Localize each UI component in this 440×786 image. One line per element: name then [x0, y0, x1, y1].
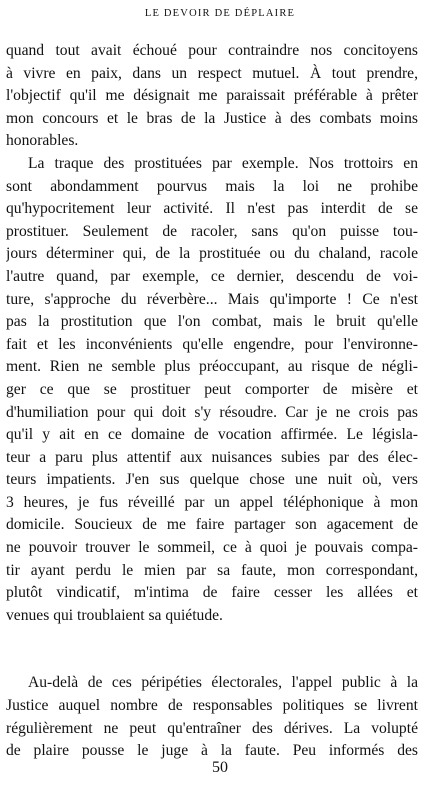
text-line: qu'hypocritement leur activité. Il n'est pas interdit de se — [6, 200, 418, 218]
text-line: sont abondamment pourvus mais la loi ne prohibe — [6, 177, 418, 195]
text-line: 3 heures, je fus réveillé par un appel téléphonique à mon — [6, 493, 418, 511]
section-break — [6, 627, 418, 672]
text-line: l'autre quand, par exemple, ce dernier, descendu de voi- — [6, 267, 418, 285]
text-line: qu'il y ait en ce domaine de vocation affirmée. Le législa- — [6, 426, 418, 444]
body-text — [6, 40, 418, 763]
text-line: l'objectif qu'il me désignait me paraissait préférable à prêter — [6, 87, 418, 105]
text-line: prostituer. Seulement de racoler, sans qu'on puisse tou- — [6, 222, 418, 240]
text-line: jours déterminer qui, de la prostituée ou du chaland, racole — [6, 245, 418, 263]
text-line: pas la prostitution que l'on combat, mais le bruit qu'elle — [6, 313, 418, 331]
paragraph-3 — [6, 672, 418, 762]
text-line: teurs impatients. J'en sus quelque chose une nuit où, vers — [6, 471, 418, 489]
text-line: mon concours et le bras de la Justice à des combats moins — [6, 109, 418, 127]
text-line: ger ce que se prostituer peut comporter de misère et — [6, 380, 418, 398]
text-line: d'humiliation pour qui doit s'y résoudre. Car je ne crois pas — [6, 403, 418, 421]
text-line: tir ayant perdu le mien par sa faute, mon correspondant, — [6, 561, 418, 579]
text-line: honorables. — [6, 132, 79, 150]
page-number: 50 — [212, 759, 228, 776]
running-head: LE DEVOIR DE DÉPLAIRE — [144, 8, 296, 19]
text-line: Au-delà de ces péripéties électorales, l'appel public à la — [28, 674, 418, 692]
text-line: ment. Rien ne semble plus préoccupant, au risque de négli- — [6, 358, 418, 376]
text-line: venues qui troublaient sa quiétude. — [6, 606, 223, 624]
text-line: de plaire pousse le juge à la faute. Peu informés des — [6, 742, 418, 760]
paragraph-2 — [6, 153, 418, 627]
text-line: fait et les inconvénients qu'elle engendre, pour l'environne- — [6, 335, 418, 353]
text-line: ture, s'approche du réverbère... Mais qu'importe ! Ce n'est — [6, 290, 418, 308]
text-line: domicile. Soucieux de me faire partager son agacement de — [6, 516, 418, 534]
text-line: à vivre en paix, dans un respect mutuel. À tout prendre, — [6, 64, 418, 82]
text-line: Justice auquel nombre de responsables politiques se livrent — [6, 697, 418, 715]
paragraph-1 — [6, 40, 418, 153]
text-line: La traque des prostituées par exemple. Nos trottoirs en — [28, 154, 418, 172]
text-line: ne pouvoir trouver le sommeil, ce à quoi je pouvais compa- — [6, 539, 418, 557]
text-line: quand tout avait échoué pour contraindre nos concitoyens — [6, 42, 418, 59]
text-line: plutôt vindicatif, m'intima de faire cesser les allées et — [6, 584, 418, 602]
text-line: teur a paru plus attentif aux nuisances subies par des élec- — [6, 448, 418, 466]
text-line: régulièrement ne peut qu'entraîner des dérives. La volupté — [6, 719, 418, 737]
